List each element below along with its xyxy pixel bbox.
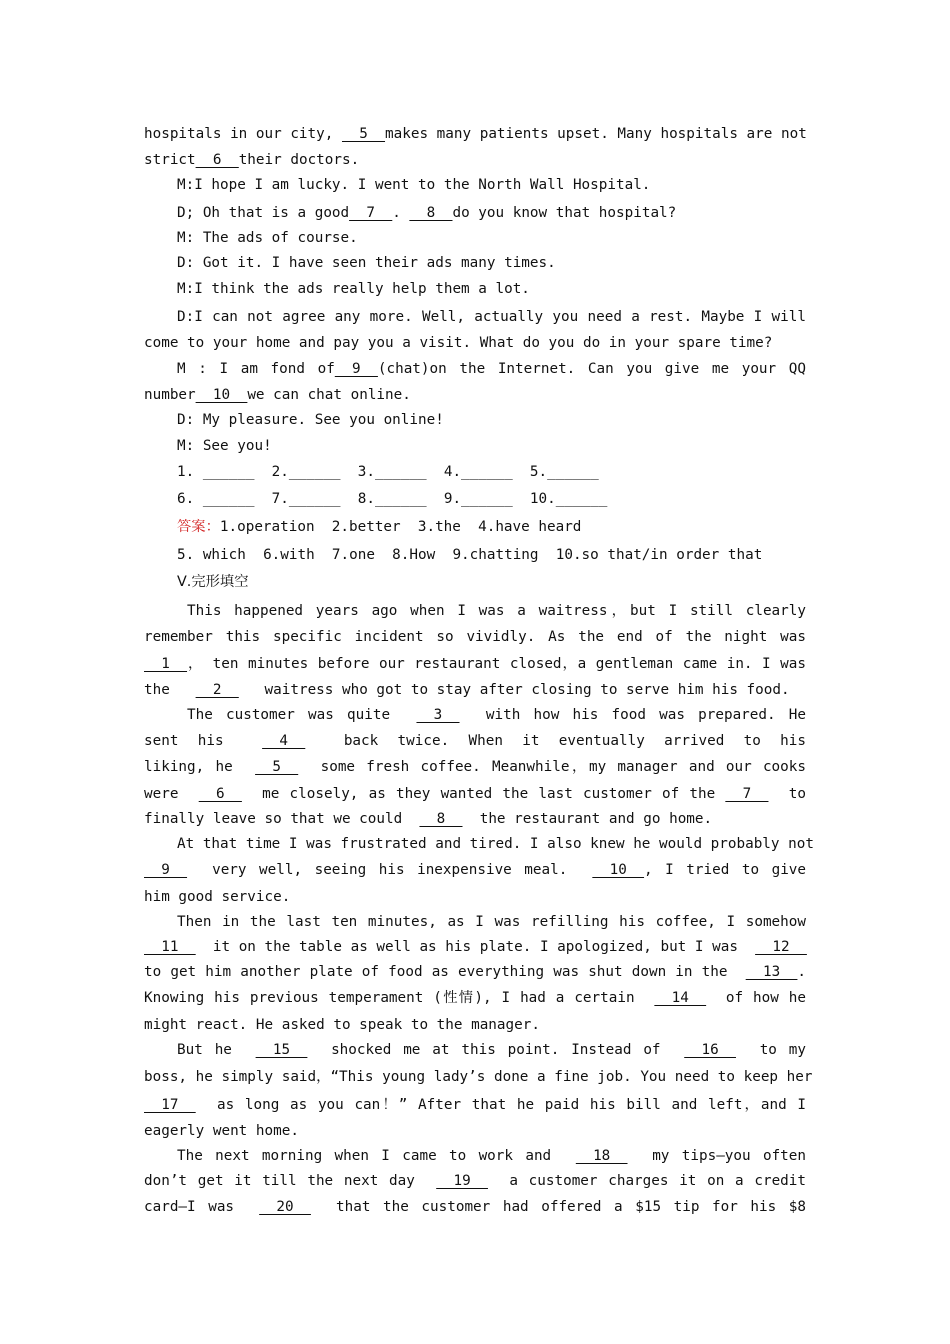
text: do you know that hospital? — [452, 205, 677, 221]
passage-line — [144, 679, 806, 701]
text: liking, he — [144, 759, 233, 775]
text: (chat)on the Internet. Can you give me your QQ — [377, 361, 806, 377]
text: we can chat online. — [247, 387, 411, 403]
passage-line — [144, 808, 806, 830]
answer-row — [177, 516, 806, 538]
dialogue-line — [144, 149, 806, 171]
blank-20: __20__ — [259, 1199, 311, 1215]
text: Knowing his previous temperament (性情), I had a certain — [144, 990, 635, 1006]
blank-14: __14__ — [654, 990, 707, 1006]
text: their doctors. — [238, 152, 360, 168]
blank-12: __12__ — [755, 939, 807, 955]
passage-line: At that time I was frustrated and tired. I also knew he would probably not — [177, 836, 814, 852]
answer-text: 1.operation 2.better 3.the 4.have heard — [219, 519, 582, 535]
passage-line — [177, 1039, 806, 1061]
blank-11: __11__ — [144, 939, 196, 955]
blank-8: __8__ — [419, 811, 463, 827]
passage-line — [144, 1170, 806, 1192]
section-title: Ⅴ.完形填空 — [177, 574, 249, 590]
text: makes many patients upset. Many hospitals are not — [385, 126, 807, 142]
passage-line — [144, 859, 806, 881]
dialogue-line: D:I can not agree any more. Well, actually you need a rest. Maybe I will — [177, 309, 806, 325]
text: . — [392, 205, 410, 221]
blank-19: __19__ — [436, 1173, 488, 1189]
blank-2: __2__ — [195, 682, 239, 698]
text: D; Oh that is a good — [177, 205, 350, 221]
text: some fresh coffee. Meanwhile，my manager and our cooks — [320, 759, 806, 775]
blank-5: __5__ — [341, 126, 386, 142]
passage-line: boss, he simply said，“This young lady’s done a fine job. You need to keep her — [144, 1069, 813, 1085]
dialogue-line — [144, 384, 806, 406]
text: to get him another plate of food as everything was shut down in the — [144, 964, 728, 980]
passage-line: him good service. — [144, 889, 291, 905]
passage-line — [187, 704, 806, 726]
text: The customer was quite — [187, 707, 391, 723]
passage-line: remember this specific incident so vividly. As the end of the night was — [144, 629, 806, 645]
passage-line: Then in the last ten minutes, as I was refilling his coffee, I somehow — [177, 914, 806, 930]
text: that the customer had offered a $15 tip for his $8 — [336, 1199, 807, 1215]
dialogue-line: M: See you! — [177, 438, 272, 454]
text: The next morning when I came to work and — [177, 1148, 552, 1164]
text: shocked me at this point. Instead of — [331, 1042, 661, 1058]
blank-10: __10__ — [592, 862, 645, 878]
blank-7: __7__ — [725, 786, 769, 802]
passage-line: eagerly went home. — [144, 1123, 299, 1139]
blank-17: __17__ — [144, 1097, 196, 1113]
dialogue-line: M: The ads of course. — [177, 230, 358, 246]
text: card—I was — [144, 1199, 235, 1215]
blank-4: __4__ — [262, 733, 306, 749]
passage-line: might react. He asked to speak to the manager. — [144, 1017, 540, 1033]
blank-6: __6__ — [198, 786, 242, 802]
blank-18: __18__ — [575, 1148, 628, 1164]
dialogue-line: D: Got it. I have seen their ads many times. — [177, 255, 556, 271]
blank-9: __9__ — [144, 862, 188, 878]
blank-9: __9__ — [334, 361, 378, 377]
answer-blanks-row: 6. ______ 7.______ 8.______ 9.______ 10.______ — [177, 491, 608, 507]
text: sent his — [144, 733, 224, 749]
blank-6: __6__ — [195, 152, 239, 168]
text: to — [788, 786, 806, 802]
dialogue-line — [144, 123, 806, 145]
dialogue-line — [177, 202, 806, 224]
text: strict — [144, 152, 196, 168]
text: me closely, as they wanted the last customer of the — [262, 786, 716, 802]
passage-line — [144, 653, 806, 675]
text: M : I am fond of — [177, 361, 335, 377]
dialogue-line: M:I think the ads really help them a lot. — [177, 281, 530, 297]
text: a customer charges it on a credit — [509, 1173, 806, 1189]
blank-1: __1__ — [144, 656, 188, 672]
text: with how his food was prepared. He — [485, 707, 806, 723]
text: . — [797, 964, 807, 980]
blank-10: __10__ — [195, 387, 248, 403]
blank-7: __7__ — [349, 205, 393, 221]
text: were — [144, 786, 179, 802]
passage-line — [144, 987, 806, 1009]
passage-line — [144, 936, 806, 958]
text: back twice. When it eventually arrived to his — [343, 733, 807, 749]
text: it on the table as well as his plate. I apologized, but I was — [212, 939, 738, 955]
blank-5: __5__ — [255, 759, 299, 775]
passage-line — [144, 783, 806, 805]
text: hospitals in our city, — [144, 126, 334, 142]
passage-line — [144, 756, 806, 778]
text: number — [144, 387, 196, 403]
passage-line — [144, 1094, 806, 1116]
blank-8: __8__ — [409, 205, 453, 221]
blank-13: __13__ — [745, 964, 798, 980]
text: ， ten minutes before our restaurant closed，a gentleman came in. I was — [187, 656, 806, 672]
text: of how he — [725, 990, 807, 1006]
text: the restaurant and go home. — [479, 811, 713, 827]
passage-line — [144, 730, 806, 752]
text: But he — [177, 1042, 232, 1058]
text: waitress who got to stay after closing to serve him his food. — [264, 682, 790, 698]
text: finally leave so that we could — [144, 811, 403, 827]
passage-line — [177, 1145, 806, 1167]
text: , I tried to give — [644, 862, 807, 878]
text: very well, seeing his inexpensive meal. — [212, 862, 568, 878]
answer-label: 答案： — [177, 519, 220, 535]
passage-line — [144, 1196, 806, 1218]
blank-3: __3__ — [416, 707, 460, 723]
dialogue-line: M:I hope I am lucky. I went to the North Wall Hospital. — [177, 177, 651, 193]
answer-blanks-row: 1. ______ 2.______ 3.______ 4.______ 5.______ — [177, 464, 599, 480]
text: to my — [759, 1042, 807, 1058]
passage-line — [144, 961, 806, 983]
dialogue-line: D: My pleasure. See you online! — [177, 412, 444, 428]
passage-line: This happened years ago when I was a waitress，but I still clearly — [187, 603, 806, 619]
answer-row: 5. which 6.with 7.one 8.How 9.chatting 10.so that/in order that — [177, 547, 763, 563]
text: the — [144, 682, 170, 698]
text: my tips—you often — [652, 1148, 806, 1164]
text: as long as you can！” After that he paid his bill and left，and I — [217, 1097, 806, 1113]
dialogue-line — [177, 358, 806, 380]
dialogue-line: come to your home and pay you a visit. What do you do in your spare time? — [144, 335, 773, 351]
blank-16: __16__ — [684, 1042, 736, 1058]
text: don’t get it till the next day — [144, 1173, 415, 1189]
blank-15: __15__ — [255, 1042, 308, 1058]
